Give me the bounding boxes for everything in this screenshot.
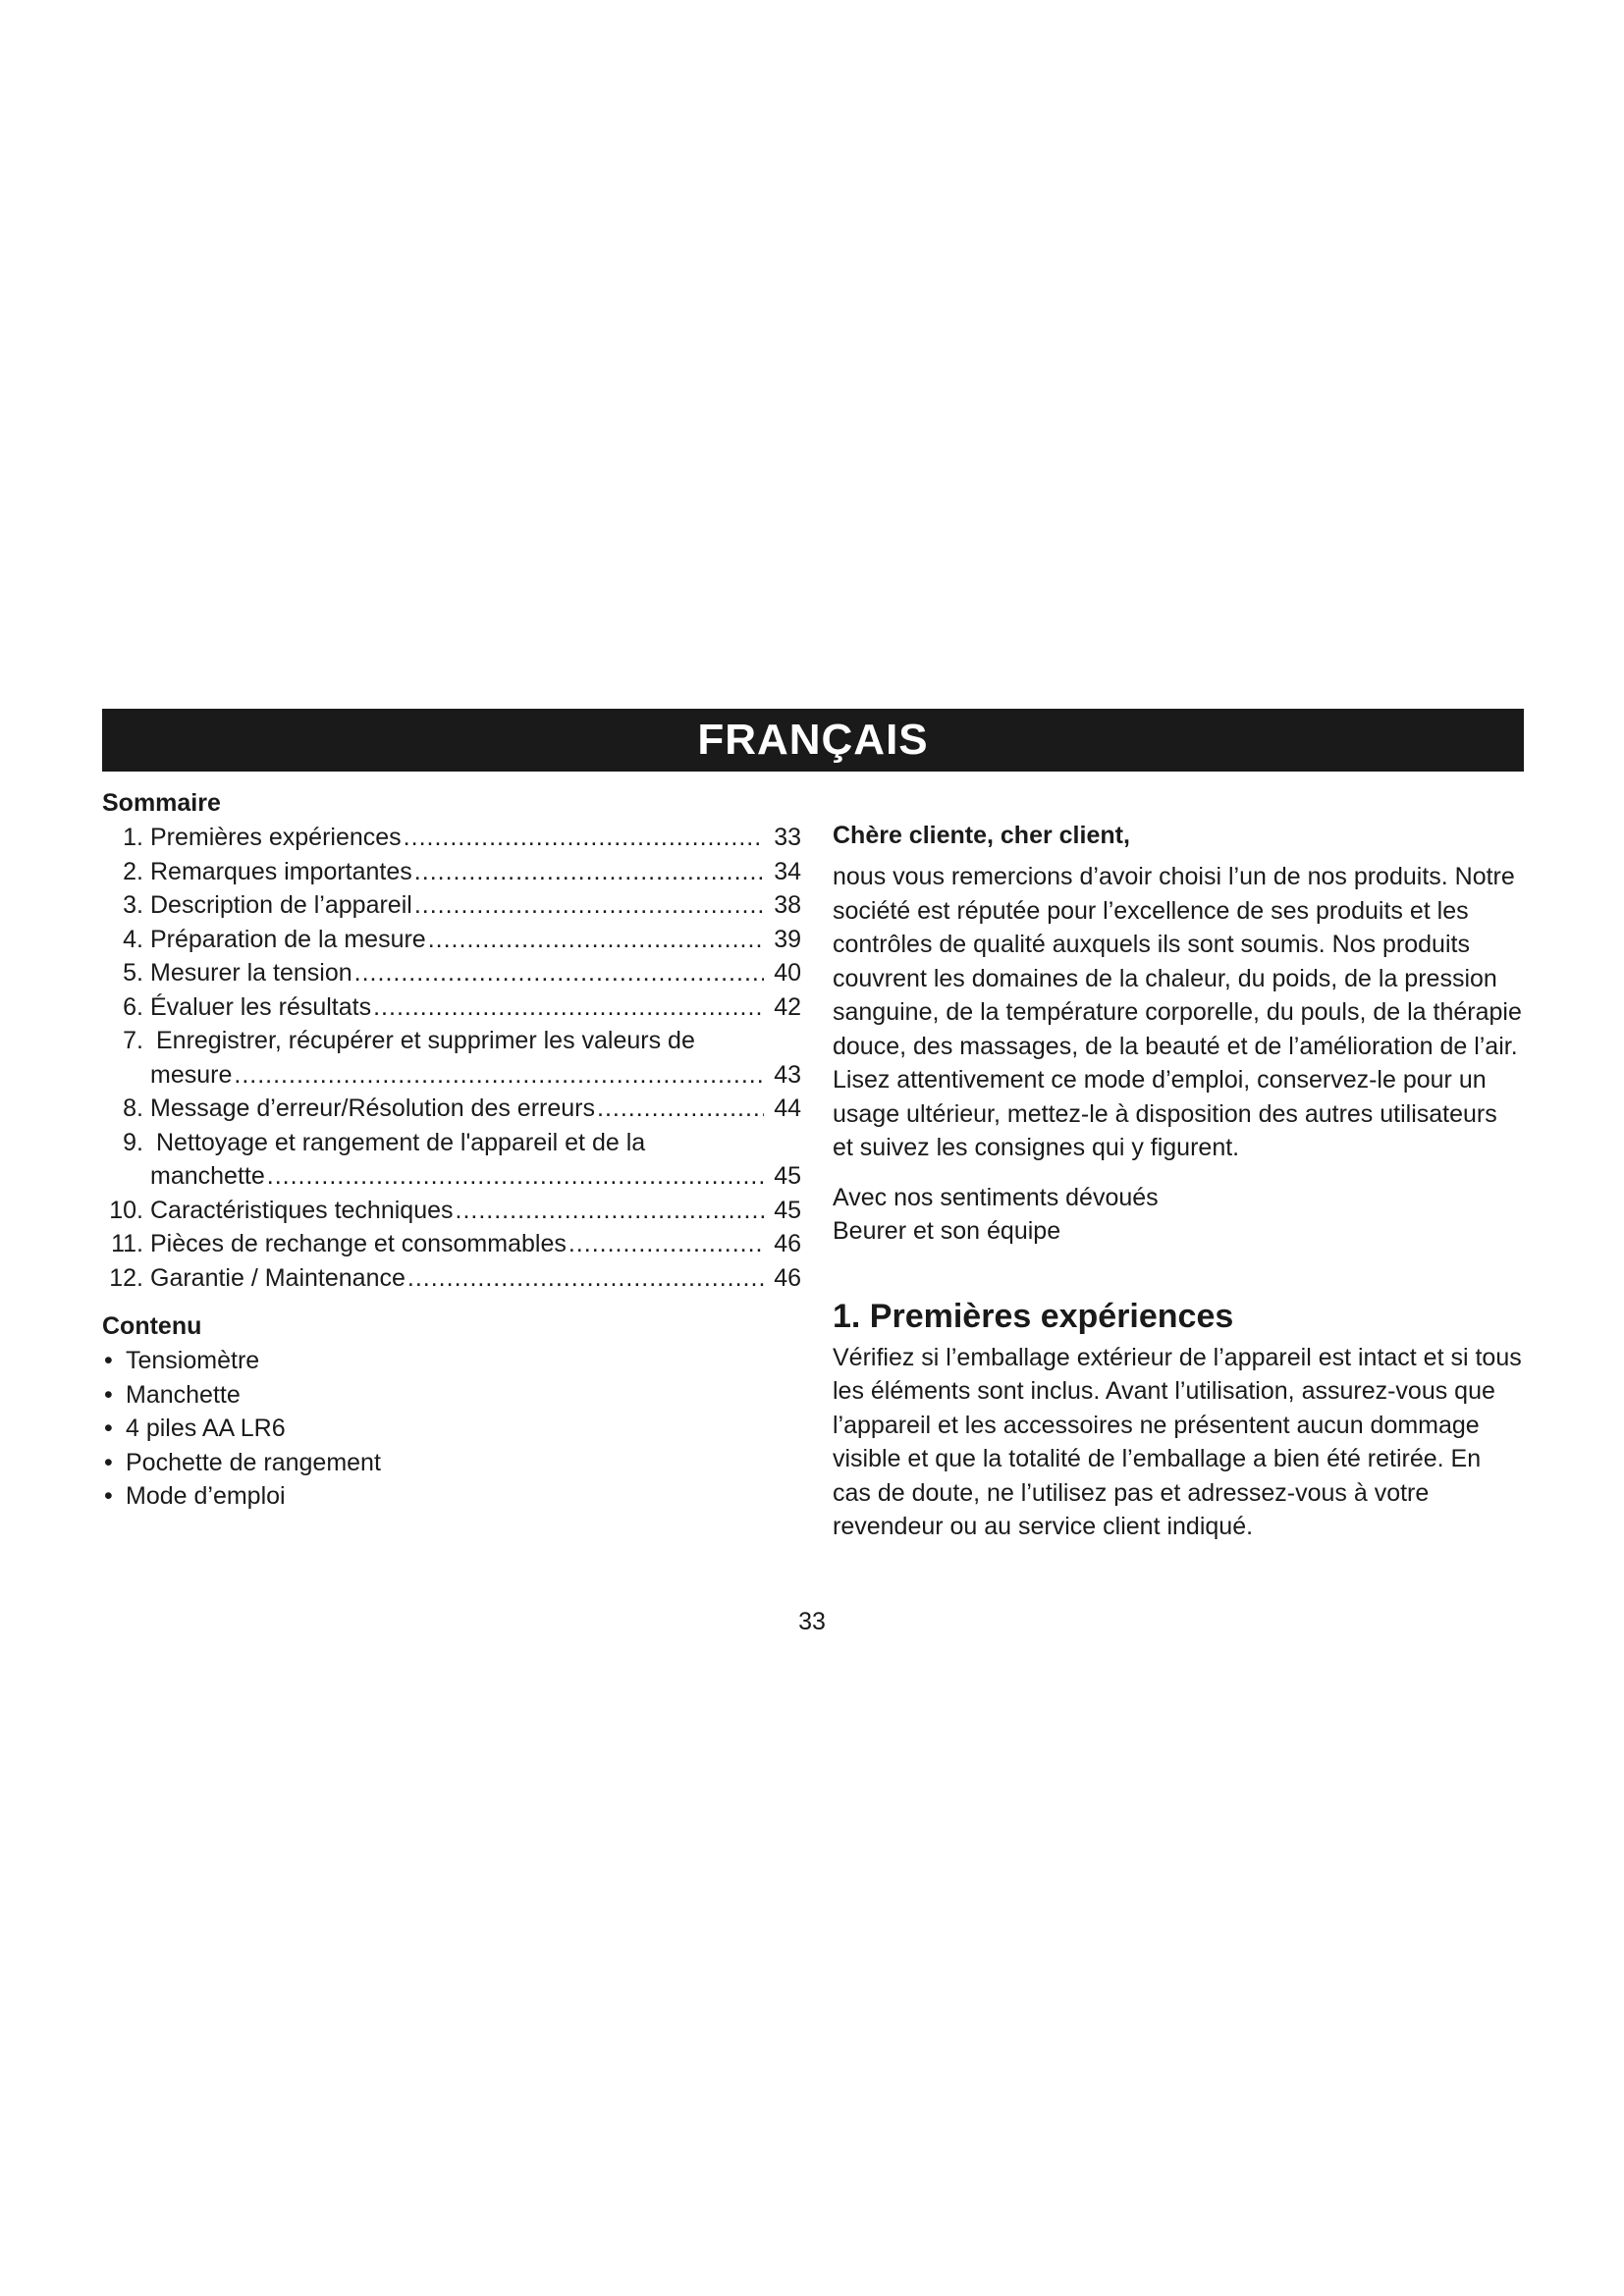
toc-title: Enregistrer, récupérer et supprimer les valeurs de xyxy=(156,1027,695,1054)
bullet-icon: • xyxy=(104,1380,113,1409)
toc-leader xyxy=(404,821,764,855)
toc-page-number: 33 xyxy=(774,824,801,851)
toc-leader xyxy=(354,956,764,990)
toc-number: 12. xyxy=(109,1263,143,1292)
toc-item-12[interactable] xyxy=(102,1261,801,1296)
toc-title: Description de l’appareil xyxy=(150,891,412,919)
toc-item-11[interactable] xyxy=(102,1227,801,1261)
list-item-text: Pochette de rangement xyxy=(126,1448,381,1476)
section-paragraph: Vérifiez si l’emballage extérieur de l’appareil est intact et si tous les éléments sont inclus. Avant l’utilisation, assurez-vous que l’appareil et les accessoires ne présentent aucun dommage visible et que la totalité de l’emballage a bien été retirée. En cas de doute, ne l’utilisez pas et adressez-vous à votre revendeur ou au service client indiqué. xyxy=(833,1343,1522,1540)
list-item xyxy=(104,1378,801,1413)
right-column xyxy=(833,819,1524,1544)
package-contents-list xyxy=(102,1344,801,1514)
toc-title-continuation: mesure xyxy=(150,1060,233,1089)
toc-page-number: 34 xyxy=(774,857,801,885)
toc-number: 5. xyxy=(123,959,143,987)
toc-title: Pièces de rechange et consommables xyxy=(150,1230,567,1257)
toc-leader xyxy=(234,1058,764,1093)
toc-item-4[interactable] xyxy=(102,923,801,957)
toc-item-6[interactable] xyxy=(102,990,801,1025)
toc-title: Premières expériences xyxy=(150,824,402,851)
toc-title-continuation: manchette xyxy=(150,1162,265,1190)
toc-title: Caractéristiques techniques xyxy=(150,1196,454,1224)
toc-title: Nettoyage et rangement de l'appareil et de la xyxy=(156,1128,646,1156)
toc-leader xyxy=(568,1227,764,1261)
toc-title: Garantie / Maintenance xyxy=(150,1263,406,1292)
list-item xyxy=(104,1412,801,1446)
toc-page-number: 45 xyxy=(774,1162,801,1190)
toc-number: 1. xyxy=(123,824,143,851)
list-item xyxy=(104,1344,801,1378)
toc-item-8[interactable] xyxy=(102,1092,801,1126)
toc-number: 2. xyxy=(123,857,143,885)
toc-page-number: 38 xyxy=(774,891,801,919)
toc-page-number: 46 xyxy=(774,1230,801,1257)
toc-title: Message d’erreur/Résolution des erreurs xyxy=(150,1095,595,1122)
toc-leader xyxy=(407,1261,764,1296)
language-banner xyxy=(102,709,1524,772)
toc-title: Remarques importantes xyxy=(150,857,412,885)
toc-page-number: 44 xyxy=(774,1095,801,1122)
list-item-text: 4 piles AA LR6 xyxy=(126,1415,286,1442)
toc-number: 9. xyxy=(123,1128,143,1156)
toc-title: Mesurer la tension xyxy=(150,959,352,987)
left-column xyxy=(102,785,801,1514)
toc-item-3[interactable] xyxy=(102,888,801,923)
toc-number: 7. xyxy=(123,1027,143,1054)
bullet-icon: • xyxy=(104,1347,113,1374)
toc-page-number: 43 xyxy=(774,1060,801,1089)
toc-item-2[interactable] xyxy=(102,855,801,889)
toc-number: 8. xyxy=(123,1095,143,1122)
toc-leader xyxy=(428,923,764,957)
toc-number: 3. xyxy=(123,891,143,919)
list-item xyxy=(104,1479,801,1514)
toc-page-number: 42 xyxy=(774,992,801,1021)
toc-page-number: 39 xyxy=(774,925,801,953)
contents-heading: Contenu xyxy=(102,1312,202,1340)
toc-item-5[interactable] xyxy=(102,956,801,990)
bullet-icon: • xyxy=(104,1482,113,1510)
page-number: 33 xyxy=(798,1608,826,1635)
toc-page-number: 45 xyxy=(774,1196,801,1224)
toc-number: 4. xyxy=(123,925,143,953)
list-item-text: Mode d’emploi xyxy=(126,1482,286,1510)
toc-leader xyxy=(597,1092,764,1126)
list-item-text: Manchette xyxy=(126,1380,241,1409)
toc-page-number: 40 xyxy=(774,959,801,987)
toc-page-number: 46 xyxy=(774,1263,801,1292)
toc-heading: Sommaire xyxy=(102,789,221,817)
greeting-paragraph: nous vous remercions d’avoir choisi l’un de nos produits. Notre société est réputée pour l’excellence de ses produits et les contrôles de qualité auxquels ils sont soumis. Nos produits couvrent les domaines de la chaleur, du poids, de la pression sanguine, de la température corporelle, du pouls, de la thérapie douce, des massages, de la beauté et de l’amélioration de l’air. Lisez attentivement ce mode d’emploi, conservez-le pour un usage ultérieur, mettez-le à disposition des autres utilisateurs et suivez les consignes qui y figurent. xyxy=(833,863,1522,1161)
list-item-text: Tensiomètre xyxy=(126,1347,260,1374)
closing-line: Avec nos sentiments dévoués xyxy=(833,1183,1159,1211)
toc-item-9[interactable] xyxy=(102,1126,801,1194)
signature-line: Beurer et son équipe xyxy=(833,1217,1061,1245)
toc-leader xyxy=(267,1159,764,1194)
section-heading: 1. Premières expériences xyxy=(833,1297,1234,1335)
toc-title: Préparation de la mesure xyxy=(150,925,426,953)
toc-leader xyxy=(414,855,764,889)
toc-number: 6. xyxy=(123,992,143,1021)
bullet-icon: • xyxy=(104,1448,113,1476)
toc-number: 11. xyxy=(111,1230,143,1257)
toc-item-10[interactable] xyxy=(102,1194,801,1228)
table-of-contents xyxy=(102,821,801,1295)
toc-leader xyxy=(414,888,764,923)
toc-number: 10. xyxy=(109,1196,143,1224)
language-title: FRANÇAIS xyxy=(697,716,929,764)
toc-leader xyxy=(456,1194,765,1228)
toc-title: Évaluer les résultats xyxy=(150,992,372,1021)
bullet-icon: • xyxy=(104,1415,113,1442)
toc-item-1[interactable] xyxy=(102,821,801,855)
greeting-heading: Chère cliente, cher client, xyxy=(833,822,1130,849)
list-item xyxy=(104,1446,801,1480)
toc-item-7[interactable] xyxy=(102,1024,801,1092)
toc-leader xyxy=(373,990,764,1025)
